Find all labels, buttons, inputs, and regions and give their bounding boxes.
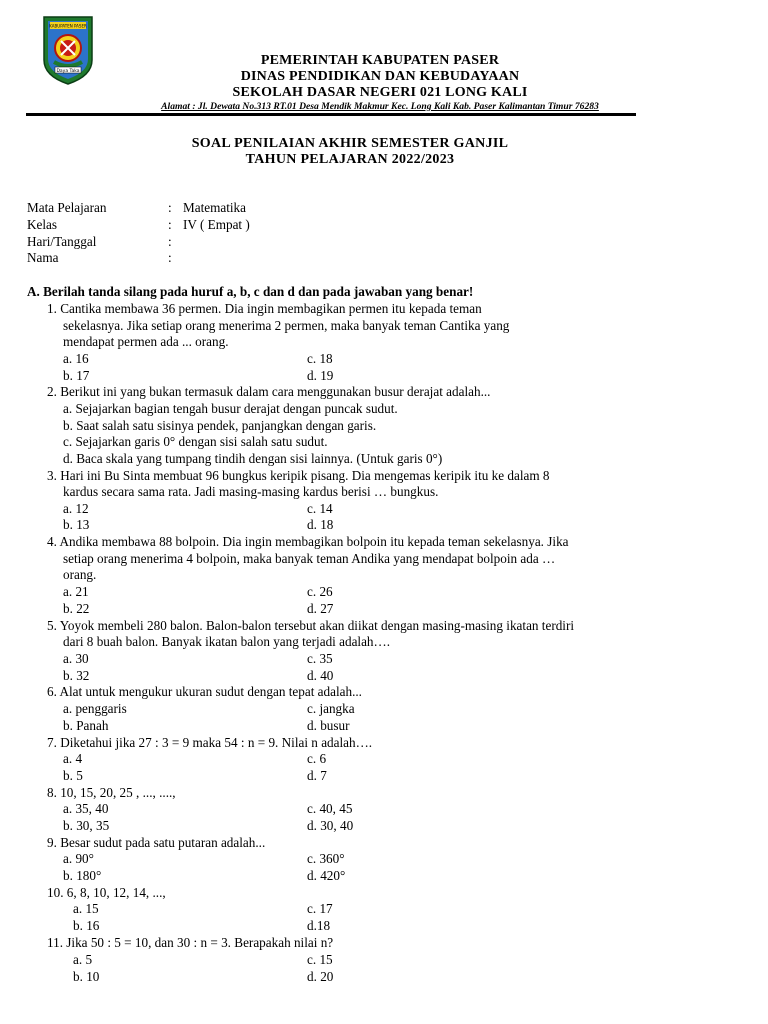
letterhead-line-3: SEKOLAH DASAR NEGERI 021 LONG KALI: [232, 85, 528, 100]
answer-option: a. Sejajarkan bagian tengah busur derajat dengan puncak sudut.: [63, 401, 398, 416]
answer-option: d. 30, 40: [307, 818, 354, 833]
identity-label: Nama: [27, 250, 59, 265]
answer-option: c. 17: [307, 901, 333, 916]
answer-option: a. 35, 40: [63, 801, 109, 816]
answer-option: c. 360°: [307, 851, 345, 866]
answer-option: a. 90°: [63, 851, 94, 866]
question-text: 8. 10, 15, 20, 25 , ..., ....,: [47, 785, 176, 800]
logo-motto: Daya Taka: [56, 69, 80, 74]
question-text: setiap orang menerima 4 bolpoin, maka banyak teman Andika yang mendapat bolpoin ada …: [63, 551, 556, 566]
answer-option: b. 30, 35: [63, 818, 110, 833]
identity-label: Hari/Tanggal: [27, 234, 97, 249]
answer-option: d.18: [307, 918, 331, 933]
identity-value: Matematika: [183, 200, 246, 215]
identity-label: Kelas: [27, 217, 58, 232]
question-text: mendapat permen ada ... orang.: [63, 334, 229, 349]
answer-option: a. penggaris: [63, 701, 127, 716]
answer-option: c. Sejajarkan garis 0° dengan sisi salah satu sudut.: [63, 434, 328, 449]
question-text: orang.: [63, 567, 97, 582]
answer-option: d. Baca skala yang tumpang tindih dengan sisi lainnya. (Untuk garis 0°): [63, 451, 443, 466]
exam-title-line-1: SOAL PENILAIAN AKHIR SEMESTER GANJIL: [191, 136, 509, 151]
question-text: 11. Jika 50 : 5 = 10, dan 30 : n = 3. Berapakah nilai n?: [47, 935, 334, 950]
letterhead-line-1: PEMERINTAH KABUPATEN PASER: [260, 53, 500, 68]
question-text: 4. Andika membawa 88 bolpoin. Dia ingin membagikan bolpoin itu kepada teman sekelasnya. Jika: [47, 534, 569, 549]
answer-option: b. 22: [63, 601, 90, 616]
exam-title-line-2: TAHUN PELAJARAN 2022/2023: [245, 152, 455, 167]
identity-value: IV ( Empat ): [183, 217, 250, 232]
question-text: 1. Cantika membawa 36 permen. Dia ingin membagikan permen itu kepada teman: [47, 301, 482, 316]
section-a-instruction: A. Berilah tanda silang pada huruf a, b, c dan d dan pada jawaban yang benar!: [27, 284, 474, 299]
identity-label: Mata Pelajaran: [27, 200, 107, 215]
answer-option: a. 15: [73, 901, 99, 916]
answer-option: d. 18: [307, 517, 334, 532]
letterhead-address: Alamat : Jl. Dewata No.313 RT.01 Desa Mendik Makmur Kec. Long Kali Kab. Paser Kalimantan Timur 76283: [161, 101, 599, 112]
question-text: 6. Alat untuk mengukur ukuran sudut dengan tepat adalah...: [47, 684, 362, 699]
answer-option: a. 12: [63, 501, 89, 516]
question-text: 2. Berikut ini yang bukan termasuk dalam cara menggunakan busur derajat adalah...: [47, 384, 491, 399]
answer-option: a. 21: [63, 584, 89, 599]
letterhead-line-2: DINAS PENDIDIKAN DAN KEBUDAYAAN: [240, 69, 520, 84]
identity-sep: :: [168, 250, 172, 265]
answer-option: d. 40: [307, 668, 334, 683]
question-text: 5. Yoyok membeli 280 balon. Balon-balon tersebut akan diikat dengan masing-masing ikatan terdiri: [47, 618, 575, 633]
identity-sep: :: [168, 234, 172, 249]
answer-option: c. 6: [307, 751, 327, 766]
answer-option: c. 26: [307, 584, 333, 599]
answer-option: b. Saat salah satu sisinya pendek, panjangkan dengan garis.: [63, 418, 377, 433]
answer-option: b. 5: [63, 768, 83, 783]
answer-option: a. 5: [73, 952, 93, 967]
answer-option: a. 30: [63, 651, 89, 666]
answer-option: c. jangka: [307, 701, 355, 716]
question-text: 7. Diketahui jika 27 : 3 = 9 maka 54 : n = 9. Nilai n adalah….: [47, 735, 373, 750]
identity-sep: :: [168, 200, 172, 215]
question-text: dari 8 buah balon. Banyak ikatan balon yang terjadi adalah….: [63, 634, 391, 649]
answer-option: a. 4: [63, 751, 83, 766]
answer-option: b. 10: [73, 969, 100, 984]
answer-option: d. 27: [307, 601, 334, 616]
answer-option: c. 35: [307, 651, 333, 666]
answer-option: d. busur: [307, 718, 350, 733]
question-text: 3. Hari ini Bu Sinta membuat 96 bungkus keripik pisang. Dia mengemas keripik itu ke dalam 8: [47, 468, 550, 483]
letterhead-divider: [26, 113, 636, 116]
answer-option: c. 14: [307, 501, 333, 516]
question-text: kardus secara sama rata. Jadi masing-masing kardus berisi … bungkus.: [63, 484, 439, 499]
answer-option: d. 20: [307, 969, 334, 984]
answer-option: d. 420°: [307, 868, 346, 883]
logo-top-text: KABUPATEN PASER: [49, 23, 87, 29]
answer-option: c. 18: [307, 351, 333, 366]
answer-option: b. 17: [63, 368, 90, 383]
question-text: 10. 6, 8, 10, 12, 14, ...,: [47, 885, 166, 900]
answer-option: b. 16: [73, 918, 100, 933]
answer-option: b. 180°: [63, 868, 102, 883]
question-text: sekelasnya. Jika setiap orang menerima 2 permen, maka banyak teman Cantika yang: [63, 318, 510, 333]
answer-option: b. 32: [63, 668, 90, 683]
answer-option: c. 40, 45: [307, 801, 353, 816]
answer-option: d. 7: [307, 768, 327, 783]
question-text: 9. Besar sudut pada satu putaran adalah...: [47, 835, 266, 850]
identity-sep: :: [168, 217, 172, 232]
answer-option: b. 13: [63, 517, 90, 532]
answer-option: c. 15: [307, 952, 333, 967]
answer-option: b. Panah: [63, 718, 109, 733]
answer-option: d. 19: [307, 368, 334, 383]
answer-option: a. 16: [63, 351, 89, 366]
